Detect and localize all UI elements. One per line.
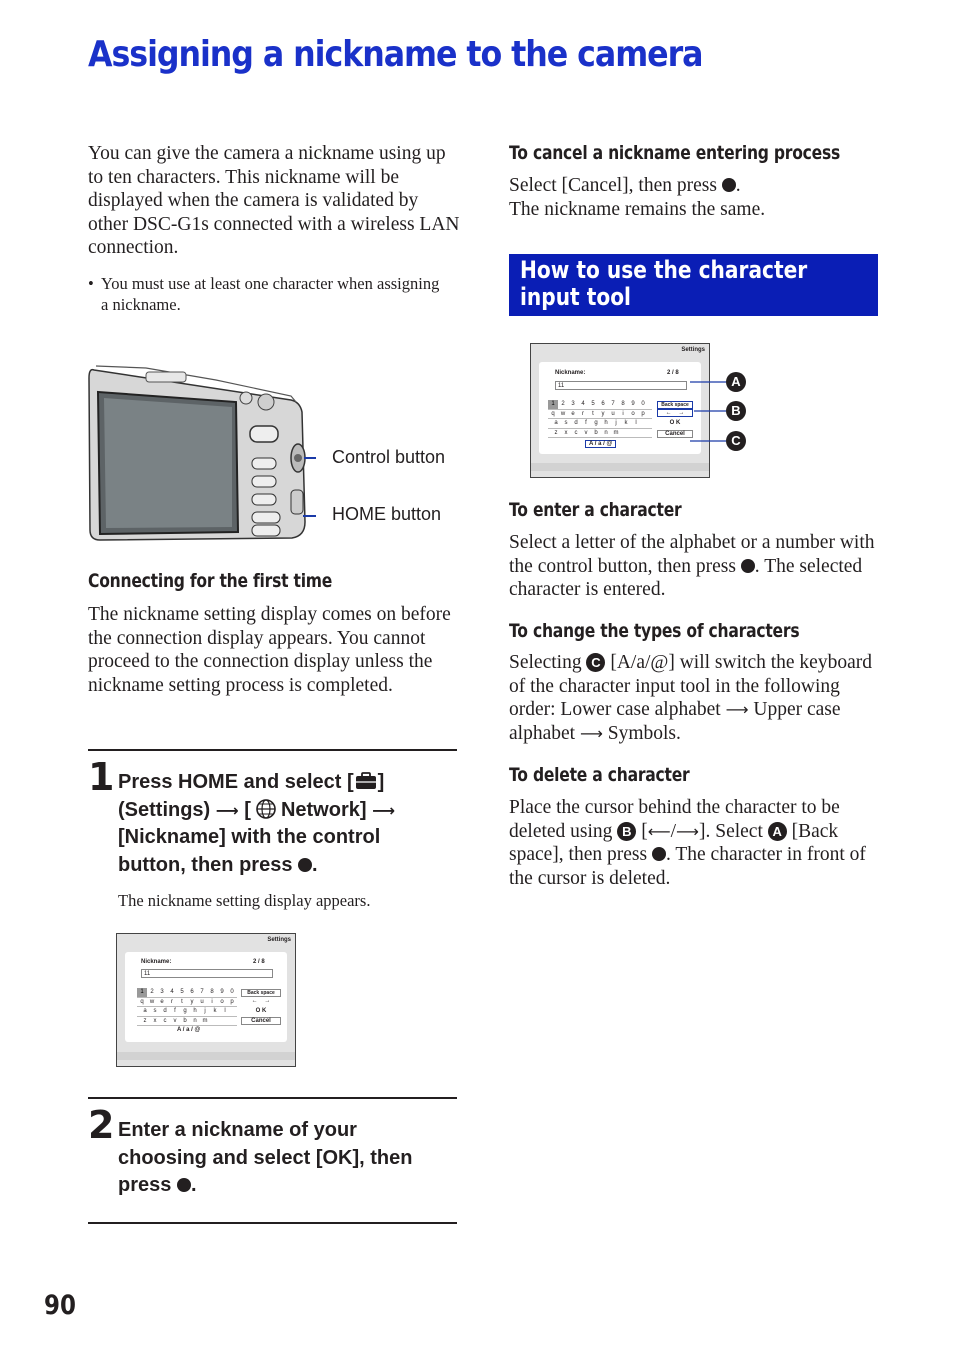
- keyboard-key: d: [574, 420, 578, 426]
- screen2-ok: O K: [669, 420, 681, 426]
- screen1-ok: O K: [255, 1008, 267, 1014]
- keyboard-key: q: [551, 410, 555, 417]
- keyboard-key: 5: [591, 401, 595, 407]
- step2-line1: Enter a nickname of your: [118, 1119, 357, 1141]
- keyboard-key: p: [230, 998, 234, 1005]
- callout-b-marker: B: [726, 401, 746, 421]
- center-button-icon: [722, 178, 736, 192]
- screen1-right-arrow: →: [264, 998, 271, 1004]
- step1-line1b: ]: [377, 771, 385, 793]
- enter-heading: To enter a character: [509, 499, 682, 521]
- right-arrow-icon: ⟶: [676, 821, 699, 841]
- intro-note-text: You must use at least one character when assigning a nickname.: [101, 274, 440, 314]
- keyboard-key: 6: [190, 989, 194, 995]
- step1-top-rule: [88, 749, 457, 751]
- delete-t3: /: [670, 820, 677, 842]
- screen1-header: Settings: [267, 937, 291, 943]
- screen2-nickname-field: 11: [555, 381, 687, 390]
- toolbox-icon: [355, 771, 377, 789]
- keyboard-key: i: [211, 998, 213, 1005]
- keyboard-key: j: [615, 420, 617, 426]
- cancel-heading: To cancel a nickname entering process: [509, 142, 841, 164]
- step2-top-rule: [88, 1097, 457, 1099]
- keyboard-key: n: [193, 1017, 197, 1024]
- step1-line1a: Press HOME and select [: [118, 771, 354, 793]
- keyboard-row: [137, 998, 237, 1008]
- keyboard-key: o: [631, 410, 635, 417]
- howto-heading: How to use the character input tool: [520, 256, 808, 311]
- keyboard-key: c: [574, 429, 578, 436]
- keyboard-key: s: [153, 1008, 157, 1014]
- step1-line3: [Nickname] with the control: [118, 826, 381, 848]
- keyboard-key: a: [554, 420, 558, 426]
- intro-text: You can give the camera a nickname using up to ten characters. This nickname will be displayed when the camera is validated by other DSC-G1s connected with a wireless LAN connection.: [88, 143, 460, 259]
- screen1-arrows: [241, 998, 281, 1004]
- enter-text: [509, 531, 881, 602]
- enter-text-a: Select a letter of the alphabet or a number with the control button, then press: [509, 532, 875, 577]
- keyboard-key: x: [153, 1017, 157, 1024]
- keyboard-row: [548, 410, 652, 420]
- keyboard-key: z: [143, 1017, 147, 1024]
- callout-b-inline-icon: B: [617, 822, 636, 841]
- cancel-line1b: .: [735, 175, 741, 196]
- first-time-heading: Connecting for the first time: [88, 570, 333, 592]
- keyboard-key: 5: [180, 989, 184, 995]
- screen2-backspace: Back space: [657, 401, 693, 409]
- screen1-footer: [117, 1052, 295, 1060]
- keyboard-key: u: [611, 410, 615, 417]
- delete-t5: [Back space], then press: [509, 820, 839, 866]
- step1-line2c: Network]: [280, 798, 367, 821]
- keyboard-key: 2: [561, 401, 565, 407]
- center-button-icon: [177, 1178, 191, 1192]
- keyboard-key: g: [594, 420, 598, 426]
- keyboard-key: t: [181, 998, 183, 1005]
- screen1-backspace: Back space: [241, 989, 281, 997]
- step1-line2a: (Settings): [118, 798, 211, 821]
- step1-number: 1: [88, 755, 115, 799]
- keyboard-row: [548, 429, 652, 439]
- screen1-left-arrow: ←: [251, 998, 258, 1004]
- keyboard-key: w: [560, 410, 566, 417]
- keyboard-key: 7: [611, 401, 615, 407]
- keyboard-key: p: [641, 410, 645, 417]
- keyboard-key: h: [604, 420, 608, 426]
- keyboard-key: 4: [581, 401, 585, 407]
- keyboard-key: e: [160, 998, 164, 1005]
- step1-instruction: [118, 769, 458, 879]
- delete-t2: [: [641, 820, 648, 842]
- delete-heading: To delete a character: [509, 764, 690, 786]
- keyboard-key: 8: [621, 401, 625, 407]
- intro-note: • You must use at least one character when assigning a nickname.: [88, 273, 448, 315]
- step1-line4end: .: [312, 853, 318, 876]
- keyboard-key: n: [604, 429, 608, 436]
- screen2-panel: [539, 362, 701, 454]
- keyboard-row: [548, 400, 652, 410]
- screen2-header: Settings: [681, 347, 705, 353]
- step2-instruction: [118, 1117, 458, 1200]
- keyboard-key: m: [202, 1017, 208, 1024]
- keyboard-key: r: [582, 410, 584, 417]
- keyboard-key: 3: [571, 401, 575, 407]
- screen2-left-arrow: ←: [665, 410, 672, 416]
- keyboard-key: u: [200, 998, 204, 1005]
- step2-line3: press: [118, 1174, 172, 1196]
- cancel-text: [509, 174, 881, 221]
- center-button-icon: [298, 858, 312, 872]
- nickname-screen-2: [530, 343, 710, 478]
- change-t3: Upper case alphabet: [509, 699, 841, 744]
- screen2-nickname-label: Nickname:: [555, 370, 586, 376]
- page-number: 90: [44, 1290, 76, 1321]
- screen2-footer: [531, 463, 709, 471]
- keyboard-key: z: [554, 429, 558, 436]
- arrow-icon: ⟶: [579, 723, 603, 743]
- keyboard-key: l: [224, 1008, 226, 1014]
- screen1-keyboard: [137, 988, 237, 1026]
- callout-c-inline-icon: C: [586, 653, 605, 672]
- keyboard-key: 2: [150, 989, 154, 995]
- keyboard-key: 4: [170, 989, 174, 995]
- screen2-mode: A / a / @: [585, 440, 616, 448]
- screen1-nickname-label: Nickname:: [141, 959, 172, 965]
- keyboard-key: 1: [548, 400, 558, 409]
- page-title: Assigning a nickname to the camera: [88, 34, 703, 75]
- step2-line3end: .: [190, 1174, 197, 1196]
- keyboard-key: 9: [220, 989, 224, 995]
- keyboard-key: t: [592, 410, 594, 417]
- keyboard-key: m: [613, 429, 619, 436]
- delete-t1: Place the cursor behind the character to be deleted using: [509, 797, 840, 842]
- change-t2: [A/a/@] will switch the keyboard of the character input tool in the following order: Lower case alphabet: [509, 652, 872, 721]
- keyboard-key: 9: [631, 401, 635, 407]
- keyboard-key: f: [585, 420, 587, 426]
- change-text: [509, 651, 881, 745]
- screen1-count: 2 / 8: [253, 959, 265, 965]
- keyboard-key: y: [601, 410, 605, 417]
- keyboard-key: y: [190, 998, 194, 1005]
- keyboard-key: k: [213, 1008, 217, 1014]
- step2-line2: choosing and select [OK], then: [118, 1146, 413, 1169]
- camera-illustration: [86, 362, 316, 552]
- keyboard-key: j: [204, 1008, 206, 1014]
- step1-line2b: [: [244, 798, 251, 821]
- keyboard-key: s: [564, 420, 568, 426]
- keyboard-key: g: [183, 1008, 187, 1014]
- keyboard-key: 0: [230, 989, 234, 995]
- screen2-count: 2 / 8: [667, 370, 679, 376]
- arrow-icon: ⟶: [215, 800, 239, 820]
- keyboard-key: 3: [160, 989, 164, 995]
- keyboard-key: w: [149, 998, 155, 1005]
- keyboard-key: i: [622, 410, 624, 417]
- enter-text-b: . The selected character is entered.: [509, 555, 863, 601]
- keyboard-key: 8: [210, 989, 214, 995]
- screen2-keyboard: [548, 400, 652, 438]
- screen2-arrows: [657, 409, 693, 417]
- step1-note: The nickname setting display appears.: [118, 891, 371, 910]
- keyboard-key: f: [174, 1008, 176, 1014]
- keyboard-key: l: [635, 420, 637, 426]
- step1-line4: button, then press: [118, 853, 293, 876]
- screen1-panel: [125, 952, 287, 1042]
- keyboard-key: v: [173, 1017, 177, 1024]
- delete-t4: ]. Select: [698, 820, 763, 842]
- keyboard-key: r: [171, 998, 173, 1005]
- keyboard-key: b: [183, 1017, 187, 1024]
- keyboard-key: o: [220, 998, 224, 1005]
- keyboard-key: b: [594, 429, 598, 436]
- callout-c-marker: C: [726, 431, 746, 451]
- keyboard-key: v: [584, 429, 588, 436]
- arrow-icon: ⟶: [372, 800, 396, 820]
- cancel-line2: The nickname remains the same.: [509, 198, 766, 220]
- keyboard-row: [137, 1017, 237, 1027]
- home-button-label: HOME button: [332, 504, 442, 524]
- keyboard-key: h: [193, 1008, 197, 1014]
- cancel-line1a: Select [Cancel], then press: [509, 175, 717, 196]
- keyboard-key: c: [163, 1017, 167, 1024]
- arrow-icon: ⟶: [725, 700, 749, 720]
- keyboard-row: [137, 1007, 237, 1017]
- keyboard-key: 0: [641, 401, 645, 407]
- control-button-label: Control button: [332, 447, 446, 467]
- keyboard-key: x: [564, 429, 568, 436]
- callout-a-marker: A: [726, 372, 746, 392]
- delete-text: [509, 796, 881, 890]
- delete-t6: . The character in front of the cursor is deleted.: [509, 844, 866, 889]
- change-heading: To change the types of characters: [509, 620, 800, 642]
- step2-bottom-rule: [88, 1222, 457, 1224]
- keyboard-key: 6: [601, 401, 605, 407]
- globe-icon: [255, 799, 277, 819]
- center-button-icon: [741, 559, 755, 573]
- callout-a-inline-icon: A: [768, 822, 787, 841]
- keyboard-key: k: [624, 420, 628, 426]
- screen1-cancel: Cancel: [241, 1017, 281, 1025]
- screen1-mode: A / a / @: [177, 1027, 201, 1033]
- center-button-icon: [652, 847, 666, 861]
- screen2-right-arrow: →: [678, 410, 685, 416]
- left-arrow-icon: ⟵: [647, 821, 671, 841]
- step2-number: 2: [88, 1103, 115, 1147]
- nickname-screen-1: [116, 933, 296, 1067]
- keyboard-key: 1: [137, 988, 147, 997]
- keyboard-key: d: [163, 1008, 167, 1014]
- change-t1: Selecting: [509, 652, 582, 673]
- keyboard-key: 7: [200, 989, 204, 995]
- change-t4: Symbols.: [607, 722, 681, 744]
- keyboard-key: e: [571, 410, 575, 417]
- keyboard-key: q: [140, 998, 144, 1005]
- keyboard-key: a: [143, 1008, 147, 1014]
- first-time-text: The nickname setting display comes on before the connection display appears. You cannot proceed to the connection display unless the nickname setting process is completed.: [88, 604, 451, 696]
- screen2-cancel: Cancel: [657, 430, 693, 438]
- keyboard-row: [137, 988, 237, 998]
- keyboard-row: [548, 419, 652, 429]
- screen1-nickname-field: 11: [141, 969, 273, 978]
